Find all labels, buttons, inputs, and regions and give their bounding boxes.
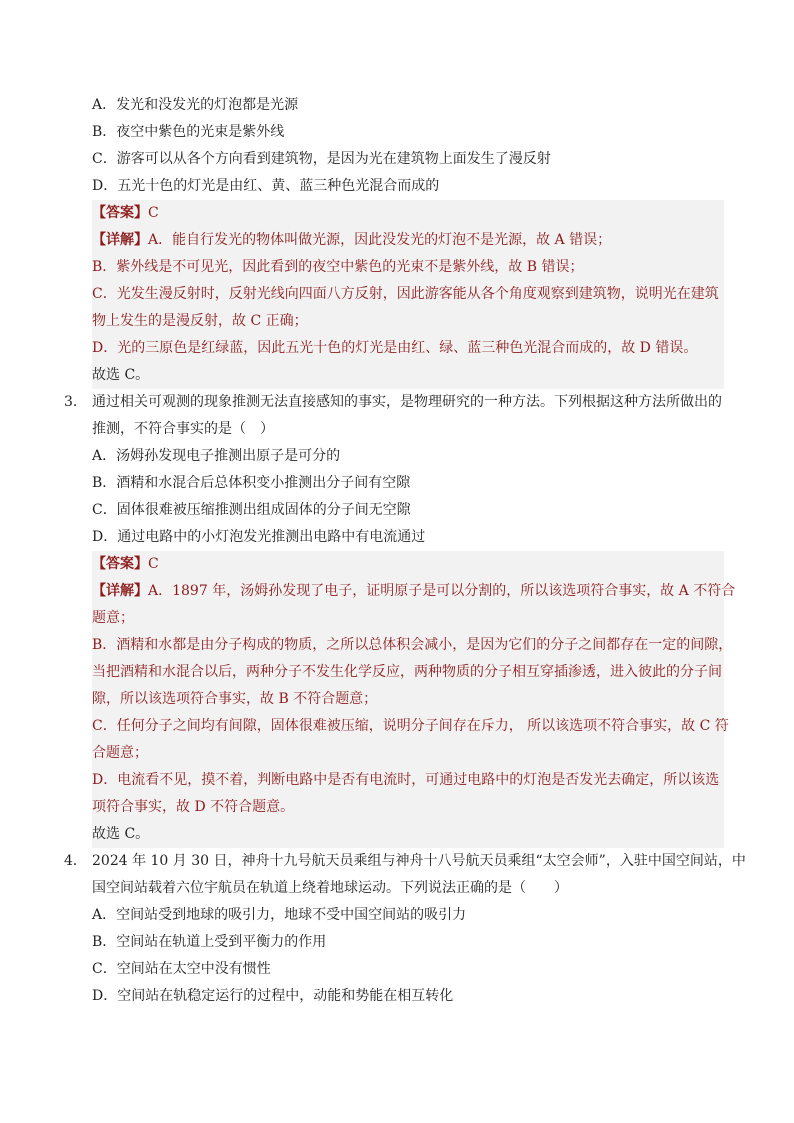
q4-option-c: C．空间站在太空中没有惯性 [92, 961, 271, 977]
q3-stem-line [64, 389, 724, 416]
detail-text: A．能自行发光的物体叫做光源，因此没发光的灯泡不是光源，故 A 错误； [148, 232, 612, 248]
q3-detail-line: 隙，所以该选项符合事实，故 B 不符合题意； [92, 691, 378, 707]
q2-detail-line: B．紫外线是不可见光，因此看到的夜空中紫色的光束不是紫外线，故 B 错误； [92, 259, 584, 275]
q3-detail-line: 项符合事实，故 D 不符合题意。 [92, 799, 295, 815]
q3-detail-line [92, 578, 736, 605]
q2-options [92, 92, 724, 200]
q4-option-d: D．空间站在轨稳定运行的过程中，动能和势能在相互转化 [92, 988, 454, 1004]
q2-option-c: C．游客可以从各个方向看到建筑物，是因为光在建筑物上面发生了漫反射 [92, 151, 551, 167]
q2-detail-line [92, 227, 724, 254]
q2-detail-line: C．光发生漫反射时，反射光线向四面八方反射，因此游客能从各个角度观察到建筑物，说明光在建筑 [92, 286, 719, 302]
q2-answer-block [92, 200, 724, 389]
answer-value: C [148, 205, 159, 221]
document-content [64, 92, 746, 1010]
q2-option-b: B．夜空中紫色的光束是紫外线 [92, 124, 285, 140]
q4-option-b: B．空间站在轨道上受到平衡力的作用 [92, 934, 327, 950]
q3-answer-block [92, 551, 736, 848]
q2-detail-line: 物上发生的是漫反射，故 C 正确； [92, 313, 308, 329]
q3-detail-line: C．任何分子之间均有间隙，固体很难被压缩，说明分子间存在斥力， 所以该选项不符合事实，故 C 符 [92, 718, 729, 734]
q3-conclusion: 故选 C。 [92, 826, 150, 842]
q3-option-a: A．汤姆孙发现电子推测出原子是可分的 [92, 448, 341, 464]
q3-detail-line: 合题意； [92, 745, 148, 761]
q2-conclusion: 故选 C。 [92, 367, 150, 383]
q2-option-a: A．发光和没发光的灯泡都是光源 [92, 97, 299, 113]
q3-detail-line: 题意； [92, 610, 134, 626]
q4-option-a: A．空间站受到地球的吸引力，地球不受中国空间站的吸引力 [92, 907, 467, 923]
q4-stem-line: 国空间站载着六位宇航员在轨道上绕着地球运动。下列说法正确的是（ ） [92, 880, 568, 896]
q2-answer-line [92, 200, 724, 227]
answer-value: C [148, 556, 159, 572]
q3-option-d: D．通过电路中的小灯泡发光推测出电路中有电流通过 [92, 529, 426, 545]
q2-option-d: D．五光十色的灯光是由红、黄、蓝三种色光混合而成的 [92, 178, 440, 194]
q3-stem-line: 推测，不符合事实的是（ ） [92, 421, 274, 437]
q3-stem-text: 通过相关可观测的现象推测无法直接感知的事实，是物理研究的一种方法。下列根据这种方法所做出的 [92, 394, 722, 410]
q3-detail-line: D．电流看不见，摸不着，判断电路中是否有电流时，可通过电路中的灯泡是否发光去确定，所以该选 [92, 772, 720, 788]
answer-tag: 【答案】 [92, 556, 148, 572]
q3-detail-line: B．酒精和水都是由分子构成的物质，之所以总体积会减小，是因为它们的分子之间都存在一定的间隙， [92, 637, 733, 653]
q3-answer-line [92, 551, 724, 578]
q4-options [92, 902, 724, 1010]
q3-option-b: B．酒精和水混合后总体积变小推测出分子间有空隙 [92, 475, 411, 491]
q3-option-c: C．固体很难被压缩推测出组成固体的分子间无空隙 [92, 502, 411, 518]
question-number: 3． [64, 394, 87, 410]
q3-detail-line: 当把酒精和水混合以后，两种分子不发生化学反应，两种物质的分子相互穿插渗透，进入彼此的分子间 [92, 664, 722, 680]
detail-tag: 【详解】 [92, 583, 148, 599]
detail-tag: 【详解】 [92, 232, 148, 248]
question-4 [64, 848, 746, 902]
question-3 [64, 389, 724, 443]
question-number: 4． [64, 853, 87, 869]
q4-stem-text: 2024 年 10 月 30 日，神舟十九号航天员乘组与神舟十八号航天员乘组“太空会师”，入驻中国空间站，中 [92, 853, 746, 869]
q2-detail-line: D．光的三原色是红绿蓝，因此五光十色的灯光是由红、绿、蓝三种色光混合而成的，故 D 错误。 [92, 340, 698, 356]
detail-text: A．1897 年，汤姆孙发现了电子，证明原子是可以分割的，所以该选项符合事实，故 A 不符合 [148, 583, 736, 599]
answer-tag: 【答案】 [92, 205, 148, 221]
q4-stem-line [64, 848, 746, 875]
q3-options [92, 443, 724, 551]
